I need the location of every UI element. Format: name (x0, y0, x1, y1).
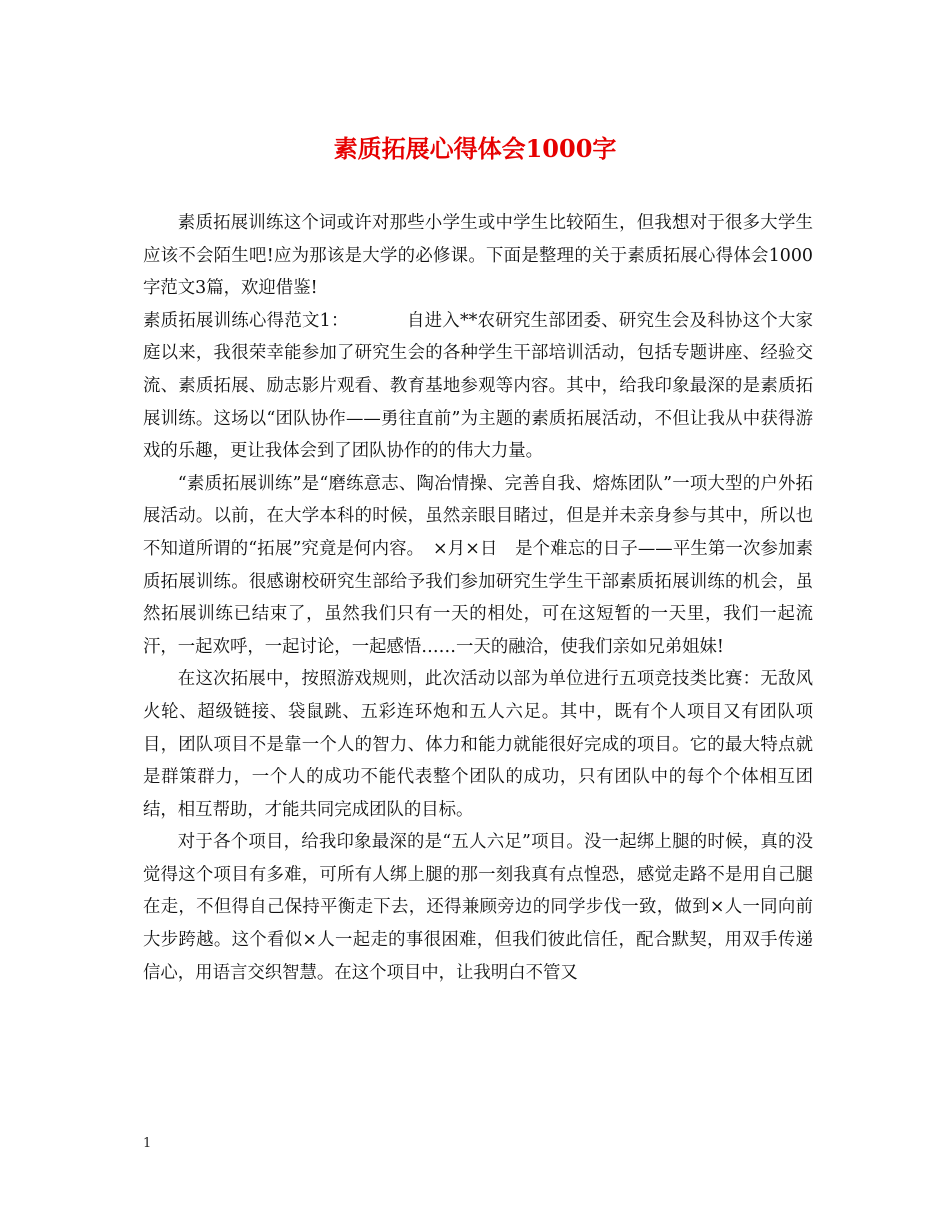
intro-paragraph: 素质拓展训练这个词或许对那些小学生或中学生比较陌生，但我想对于很多大学生应该不会陌生吧!应为那该是大学的必修课。下面是整理的关于素质拓展心得体会1000字范文3篇，欢迎借鉴! (143, 213, 813, 299)
sample-1-label: 素质拓展训练心得范文1： (143, 310, 349, 331)
sample-1-paragraph (143, 305, 813, 468)
paragraph-2: “素质拓展训练”是“磨练意志、陶冶情操、完善自我、熔炼团队”一项大型的户外拓展活动。以前，在大学本科的时候，虽然亲眼目睹过，但是并未亲身参与其中，所以也不知道所谓的“拓展”究竟是何内容。 ×月×日 是个难忘的日子——平生第一次参加素质拓展训练。很感谢校研究生部给予我们参加研究生学生干部素质拓展训练的机会，虽然拓展训练已结束了，虽然我们只有一天的相处，可在这短暂的一天里，我们一起流汗，一起欢呼，一起讨论，一起感悟……一天的融洽，使我们亲如兄弟姐妹! (143, 473, 813, 657)
sample-1-text: 自进入**农研究生部团委、研究生会及科协这个大家庭以来，我很荣幸能参加了研究生会的各种学生干部培训活动，包括专题讲座、经验交流、素质拓展、励志影片观看、教育基地参观等内容。其中，给我印象最深的是素质拓展训练。这场以“团队协作——勇往直前”为主题的素质拓展活动，不但让我从中获得游戏的乐趣，更让我体会到了团队协作的的伟大力量。 (143, 310, 813, 462)
document-body (143, 207, 813, 989)
document-title: 素质拓展心得体会1000字 (333, 134, 617, 163)
page-number: 1 (143, 1136, 152, 1151)
paragraph-3: 在这次拓展中，按照游戏规则，此次活动以部为单位进行五项竞技类比赛：无敌风火轮、超级链接、袋鼠跳、五彩连环炮和五人六足。其中，既有个人项目又有团队项目，团队项目不是靠一个人的智力、体力和能力就能很好完成的项目。它的最大特点就是群策群力，一个人的成功不能代表整个团队的成功，只有团队中的每个个体相互团结，相互帮助，才能共同完成团队的目标。 (143, 669, 813, 820)
paragraph-4: 对于各个项目，给我印象最深的是“五人六足”项目。没一起绑上腿的时候，真的没觉得这个项目有多难，可所有人绑上腿的那一刻我真有点惶恐，感觉走路不是用自己腿在走，不但得自己保持平衡走下去，还得兼顾旁边的同学步伐一致，做到×人一同向前大步跨越。这个看似×人一起走的事很困难，但我们彼此信任，配合默契，用双手传递信心，用语言交织智慧。在这个项目中，让我明白不管又 (143, 832, 813, 983)
